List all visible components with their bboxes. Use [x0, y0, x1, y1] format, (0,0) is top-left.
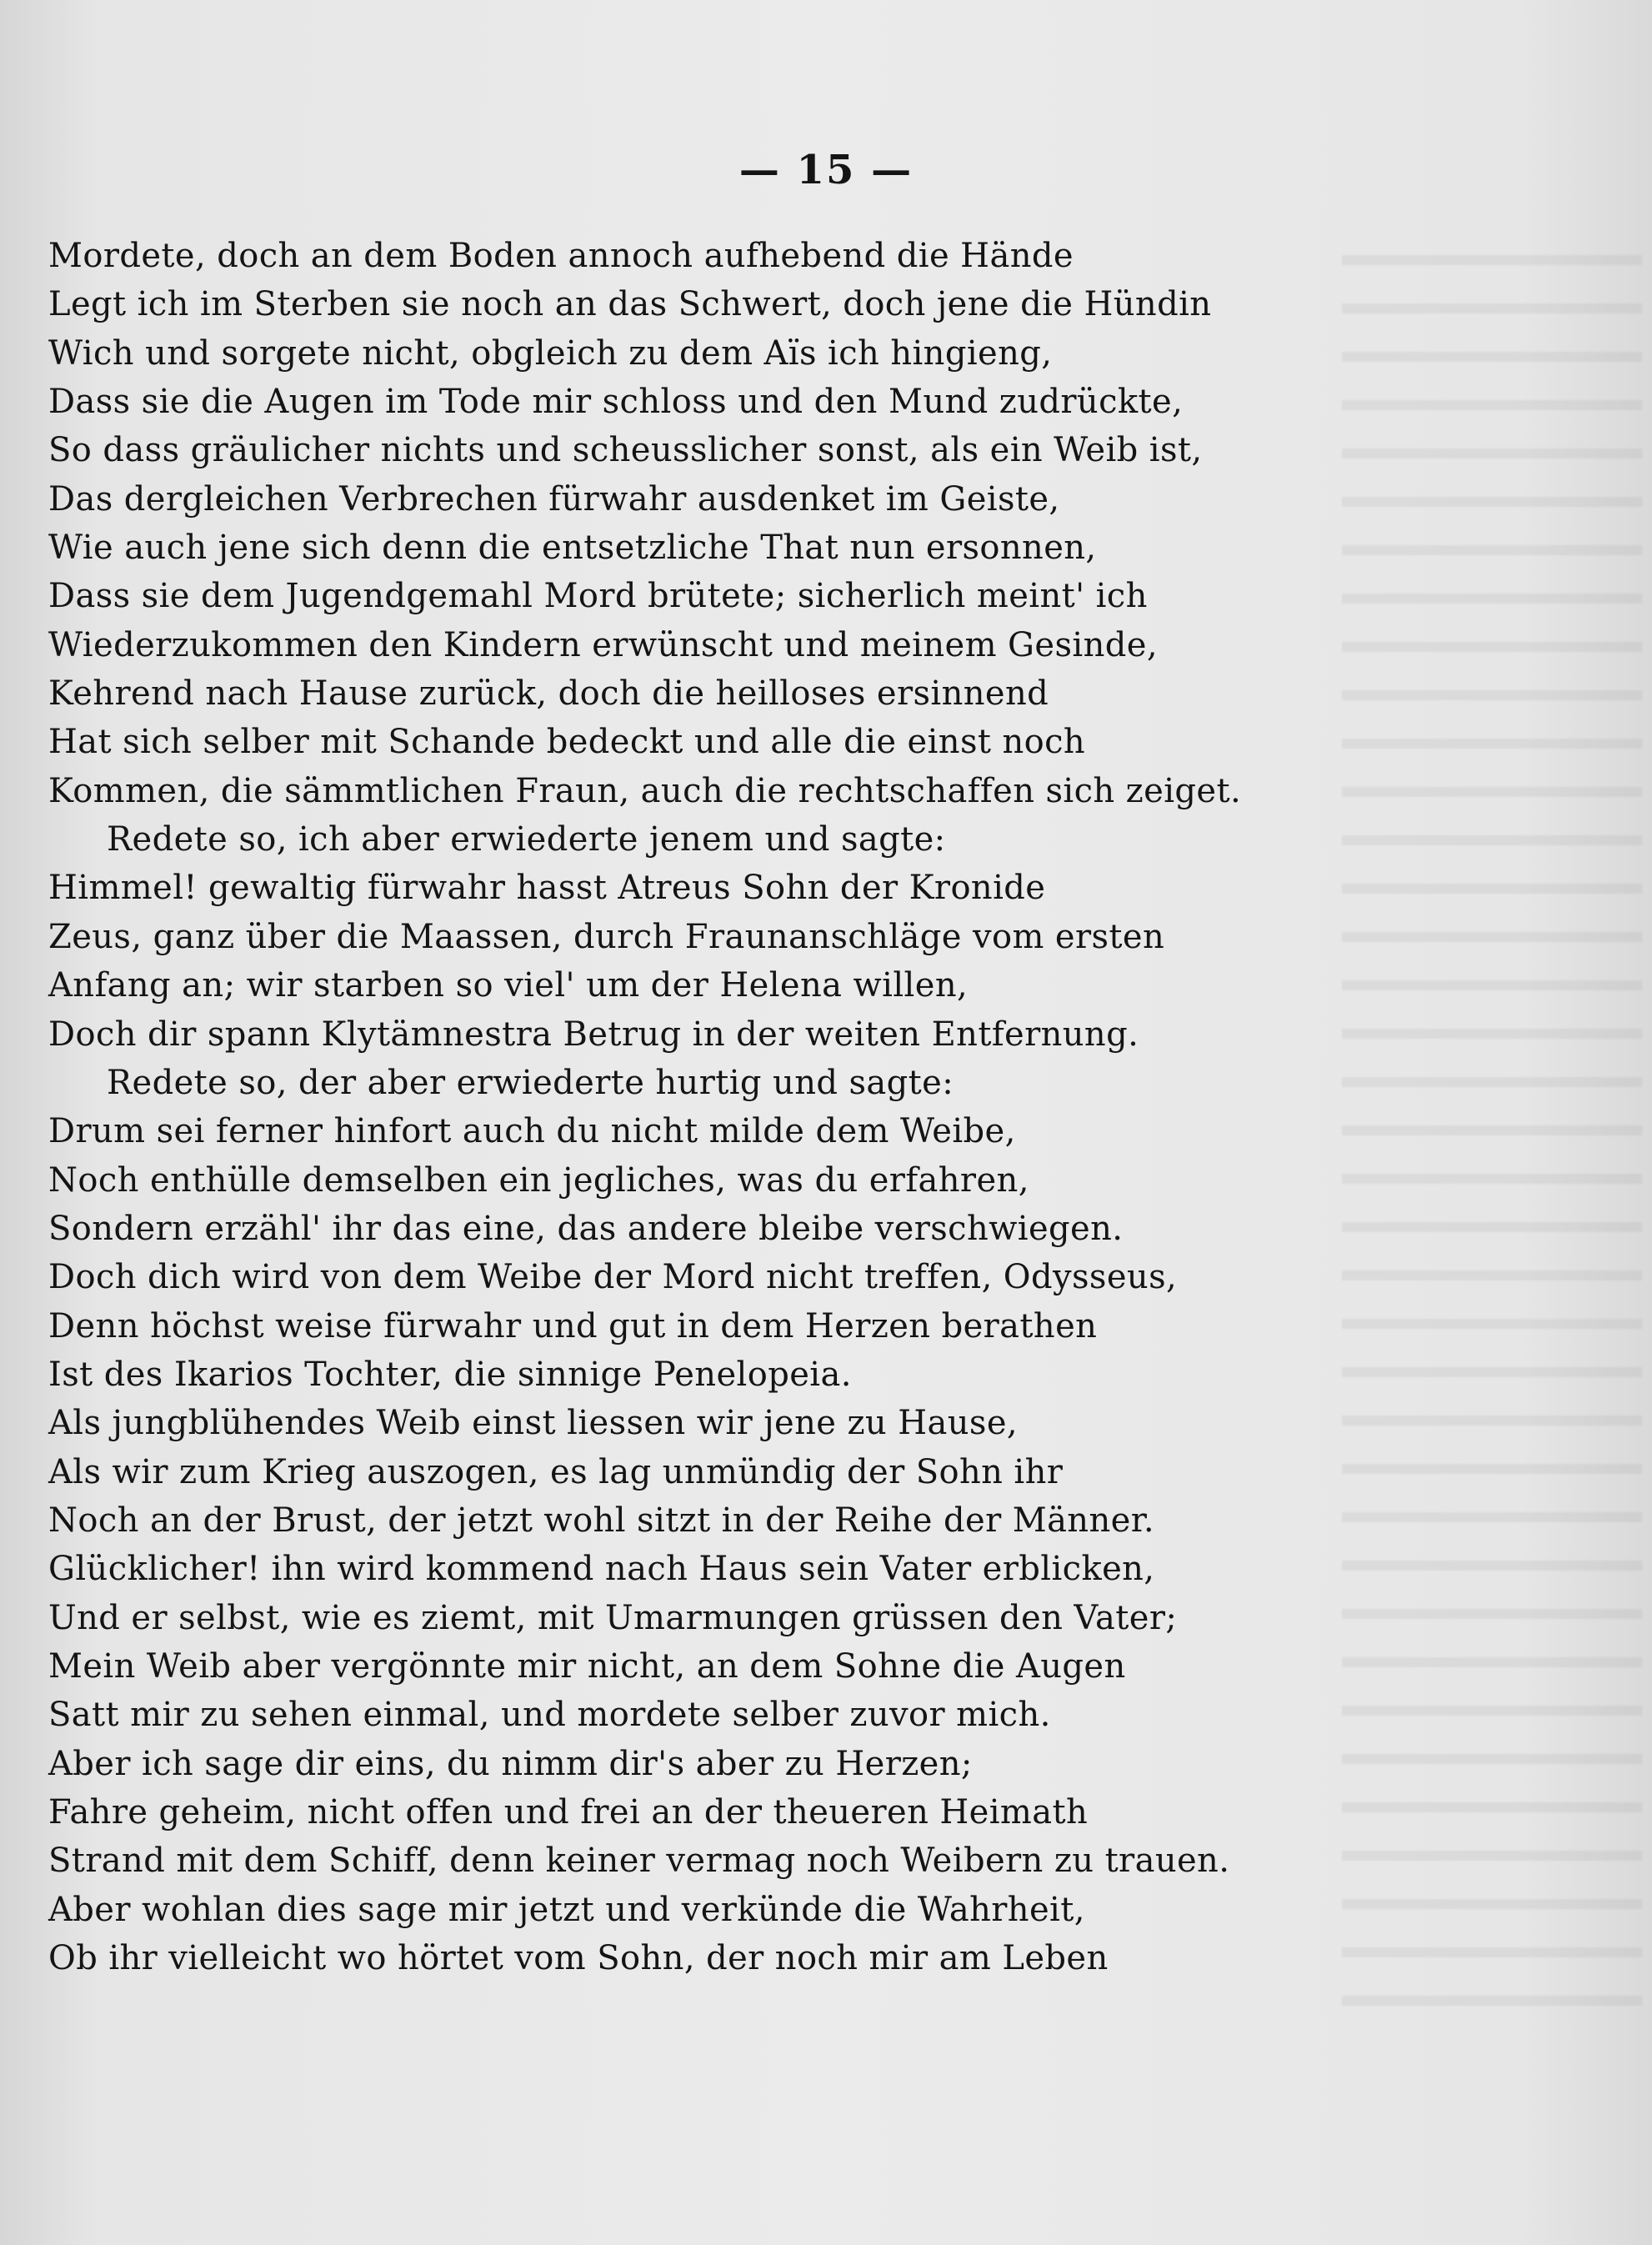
verse-line: Wich und sorgete nicht, obgleich zu dem Aïs ich hingieng,	[48, 333, 1053, 373]
verse-line: Redete so, ich aber erwiederte jenem und sagte:	[107, 820, 946, 859]
verse-line: Drum sei ferner hinfort auch du nicht milde dem Weibe,	[48, 1112, 1016, 1151]
verse-line: Aber wohlan dies sage mir jetzt und verkünde die Wahrheit,	[48, 1890, 1085, 1929]
verse-line: Ist des Ikarios Tochter, die sinnige Penelopeia.	[48, 1355, 852, 1394]
verse-line: Mein Weib aber vergönnte mir nicht, an dem Sohne die Augen	[48, 1646, 1126, 1686]
verse-line: So dass gräulicher nichts und scheusslicher sonst, als ein Weib ist,	[48, 431, 1203, 470]
verse-line: Zeus, ganz über die Maassen, durch Fraunanschläge vom ersten	[48, 917, 1165, 956]
verse-line: Sondern erzähl' ihr das eine, das andere bleibe verschwiegen.	[48, 1209, 1124, 1248]
verse-line: Anfang an; wir starben so viel' um der Helena willen,	[48, 966, 969, 1005]
verse-line: Hat sich selber mit Schande bedeckt und alle die einst noch	[48, 723, 1086, 762]
verse-line: Noch enthülle demselben ein jegliches, was du erfahren,	[48, 1160, 1029, 1200]
verse-line: Und er selbst, wie es ziemt, mit Umarmungen grüssen den Vater;	[48, 1598, 1178, 1637]
verse-line: Legt ich im Sterben sie noch an das Schwert, doch jene die Hündin	[48, 285, 1212, 324]
verse-line: Denn höchst weise fürwahr und gut in dem Herzen berathen	[48, 1306, 1098, 1345]
verse-line: Dass sie dem Jugendgemahl Mord brütete; sicherlich meint' ich	[48, 577, 1148, 616]
verse-line: Wiederzukommen den Kindern erwünscht und meinem Gesinde,	[48, 625, 1158, 664]
verse-line: Als wir zum Krieg auszogen, es lag unmündig der Sohn ihr	[48, 1452, 1064, 1491]
verse-line: Als jungblühendes Weib einst liessen wir jene zu Hause,	[48, 1404, 1019, 1443]
verse-line: Glücklicher! ihn wird kommend nach Haus sein Vater erblicken,	[48, 1550, 1155, 1589]
verse-line: Kehrend nach Hause zurück, doch die heilloses ersinnend	[48, 674, 1049, 714]
verse-line: Doch dir spann Klytämnestra Betrug in der weiten Entfernung.	[48, 1015, 1139, 1054]
verse-line: Dass sie die Augen im Tode mir schloss und den Mund zudrückte,	[48, 383, 1184, 422]
verse-line: Das dergleichen Verbrechen fürwahr ausdenket im Geiste,	[48, 479, 1060, 519]
verse-line: Ob ihr vielleicht wo hörtet vom Sohn, der noch mir am Leben	[48, 1939, 1109, 1978]
verse-line: Redete so, der aber erwiederte hurtig und sagte:	[107, 1063, 954, 1102]
verse-line: Satt mir zu sehen einmal, und mordete selber zuvor mich.	[48, 1696, 1051, 1735]
verse-line: Kommen, die sämmtlichen Fraun, auch die rechtschaffen sich zeiget.	[48, 771, 1242, 810]
verse-line: Fahre geheim, nicht offen und frei an der theueren Heimath	[48, 1793, 1089, 1832]
verse-line: Doch dich wird von dem Weibe der Mord nicht treffen, Odysseus,	[48, 1258, 1178, 1297]
verse-line: Himmel! gewaltig fürwahr hasst Atreus Sohn der Kronide	[48, 869, 1046, 908]
verse-text	[48, 232, 1315, 1982]
verse-line: Wie auch jene sich denn die entsetzliche That nun ersonnen,	[48, 529, 1097, 568]
verse-line: Aber ich sage dir eins, du nimm dir's aber zu Herzen;	[48, 1744, 973, 1783]
verse-line: Strand mit dem Schiff, denn keiner vermag noch Weibern zu trauen.	[48, 1842, 1230, 1881]
verse-line: Noch an der Brust, der jetzt wohl sitzt in der Reihe der Männer.	[48, 1501, 1154, 1540]
show-through-text	[1342, 225, 1642, 2017]
page-number: — 15 —	[738, 147, 914, 193]
verse-line: Mordete, doch an dem Boden annoch aufhebend die Hände	[48, 237, 1074, 275]
